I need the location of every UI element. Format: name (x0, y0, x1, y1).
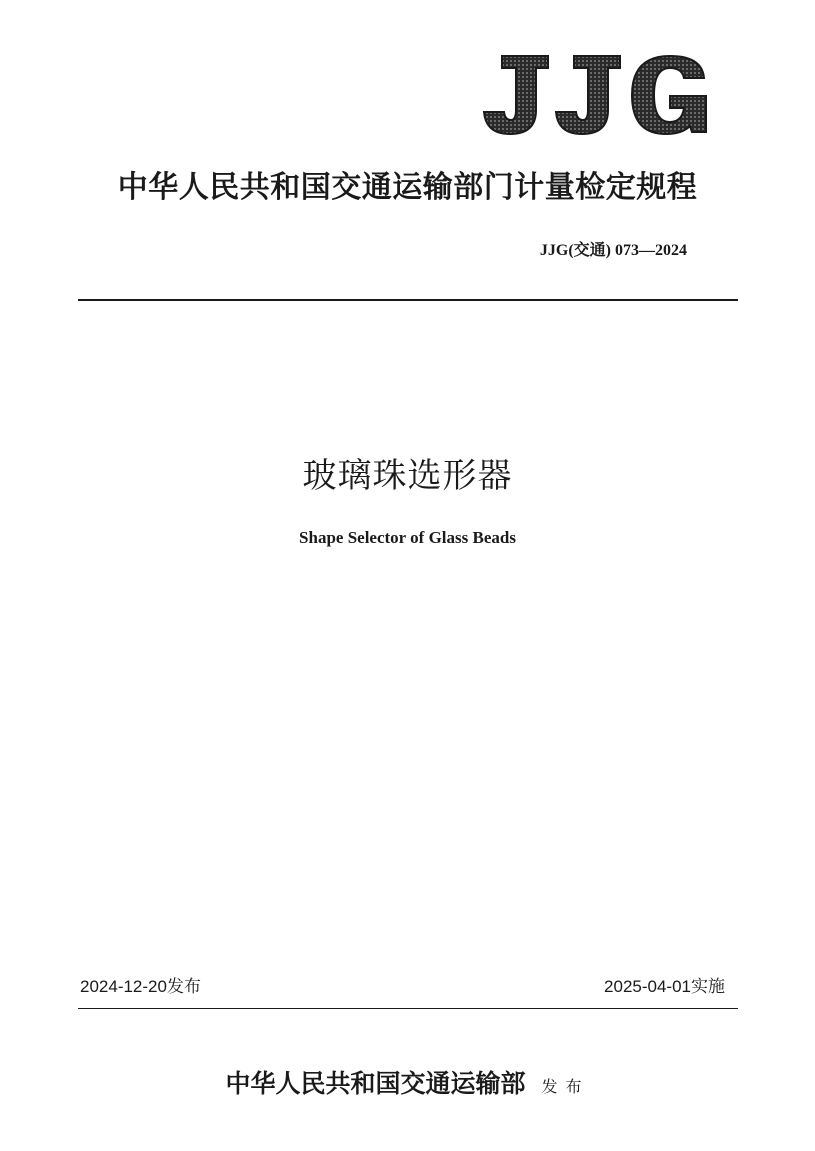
department-title: 中华人民共和国交通运输部门计量检定规程 (117, 170, 698, 205)
issue-date: 2024-12-20发布 (80, 977, 201, 996)
document-title-cn: 玻璃珠选形器 (302, 456, 513, 496)
jjg-logo-graphic (478, 52, 710, 138)
issuer-name: 中华人民共和国交通运输部 (225, 1069, 526, 1098)
document-title-en: Shape Selector of Glass Beads (299, 528, 516, 547)
issuer-line (0, 1066, 815, 1105)
jjg-logo (478, 52, 710, 138)
regulation-code: JJG(交通) 073—2024 (539, 242, 687, 259)
issue-action: 发布 (541, 1077, 590, 1096)
top-divider (78, 299, 738, 301)
effective-date: 2025-04-01实施 (604, 977, 725, 996)
bottom-divider (78, 1008, 738, 1009)
